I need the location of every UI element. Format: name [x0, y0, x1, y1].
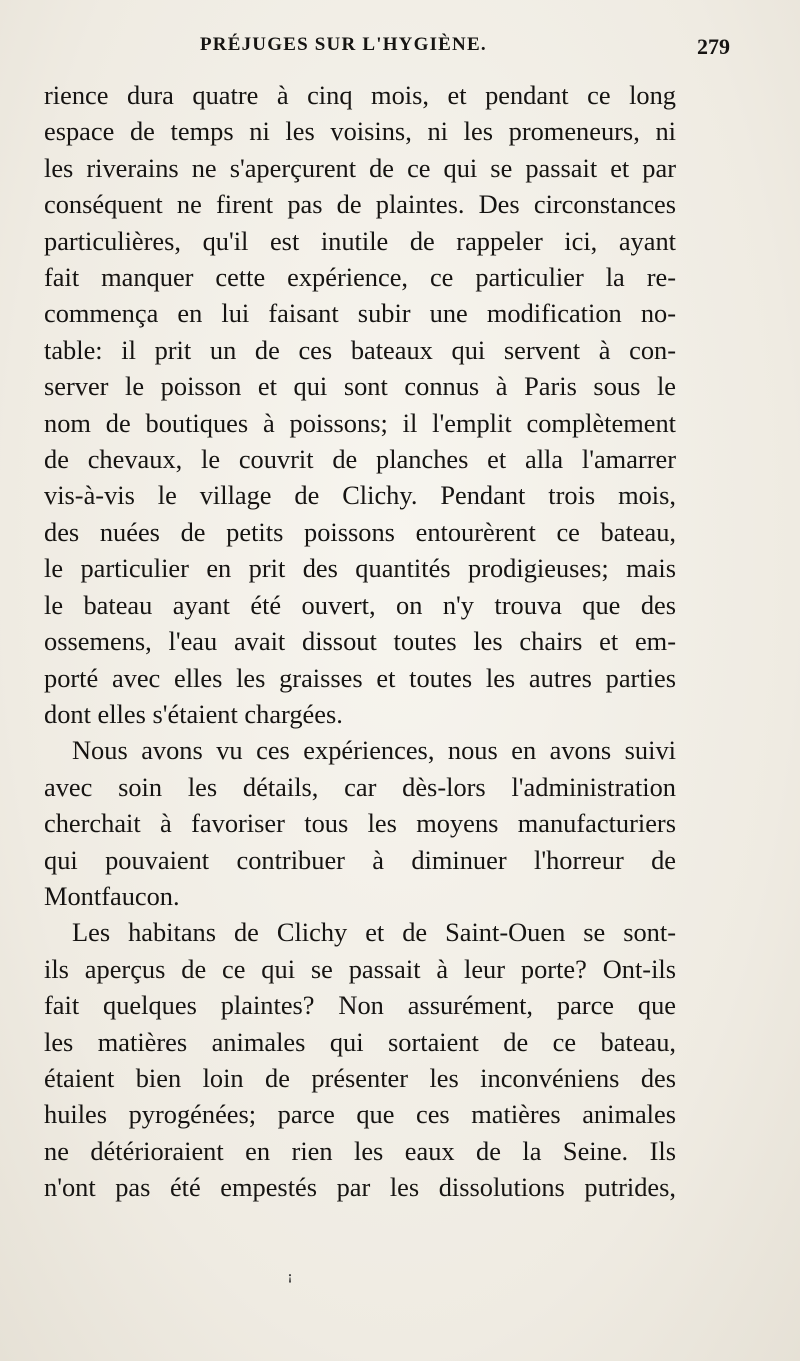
running-title: PRÉJUGES SUR L'HYGIÈNE. [200, 34, 487, 55]
text-line: étaient bien loin de présenter les inconvéniens des [44, 1062, 676, 1093]
text-line: ils aperçus de ce qui se passait à leur porte? Ont-ils [44, 953, 676, 984]
text-line: rience dura quatre à cinq mois, et pendant ce long [44, 80, 676, 110]
text-line: fait quelques plaintes? Non assurément, parce que [44, 990, 676, 1021]
text-line: commença en lui faisant subir une modification no- [44, 298, 676, 329]
text-line: Montfaucon. [44, 880, 180, 911]
page-header [40, 30, 730, 70]
text-line: le bateau ayant été ouvert, on n'y trouva que des [44, 589, 676, 620]
text-line: nom de boutiques à poissons; il l'emplit complètement [44, 407, 676, 438]
text-line: conséquent ne firent pas de plaintes. Des circonstances [44, 189, 676, 220]
text-line: particulières, qu'il est inutile de rappeler ici, ayant [44, 225, 676, 256]
paragraph-2 [44, 732, 676, 914]
text-line: cherchait à favoriser tous les moyens manufacturiers [44, 808, 676, 839]
text-line: Les habitans de Clichy et de Saint-Ouen se sont- [72, 917, 676, 948]
text-line: des nuées de petits poissons entourèrent ce bateau, [44, 516, 676, 547]
text-line: les matières animales qui sortaient de ce bateau, [44, 1026, 676, 1057]
text-line: avec soin les détails, car dès-lors l'administration [44, 771, 676, 802]
text-line: les riverains ne s'aperçurent de ce qui se passait et par [44, 152, 676, 183]
text-line: ossemens, l'eau avait dissout toutes les chairs et em- [44, 626, 676, 657]
text-line: espace de temps ni les voisins, ni les promeneurs, ni [44, 116, 676, 147]
footer-mark: ꜟ [287, 1270, 293, 1290]
text-line: qui pouvaient contribuer à diminuer l'horreur de [44, 844, 676, 875]
text-line: de chevaux, le couvrit de planches et alla l'amarrer [44, 444, 676, 475]
text-line: le particulier en prit des quantités prodigieuses; mais [44, 553, 676, 584]
text-line: Nous avons vu ces expériences, nous en avons suivi [72, 735, 676, 766]
text-line: vis-à-vis le village de Clichy. Pendant trois mois, [44, 480, 676, 511]
page-number: 279 [697, 34, 730, 59]
text-line: ne détérioraient en rien les eaux de la Seine. Ils [44, 1135, 676, 1166]
paragraph-1 [44, 77, 676, 732]
text-line: porté avec elles les graisses et toutes les autres parties [44, 662, 676, 693]
text-line: dont elles s'étaient chargées. [44, 698, 343, 729]
text-line: n'ont pas été empestés par les dissolutions putrides, [44, 1172, 676, 1203]
text-line: server le poisson et qui sont connus à Paris sous le [44, 371, 676, 402]
body-text [44, 77, 676, 1206]
text-line: fait manquer cette expérience, ce particulier la re- [44, 262, 676, 293]
paragraph-3 [44, 914, 676, 1205]
text-line: huiles pyrogénées; parce que ces matières animales [44, 1099, 676, 1130]
text-line: table: il prit un de ces bateaux qui servent à con- [44, 334, 676, 365]
